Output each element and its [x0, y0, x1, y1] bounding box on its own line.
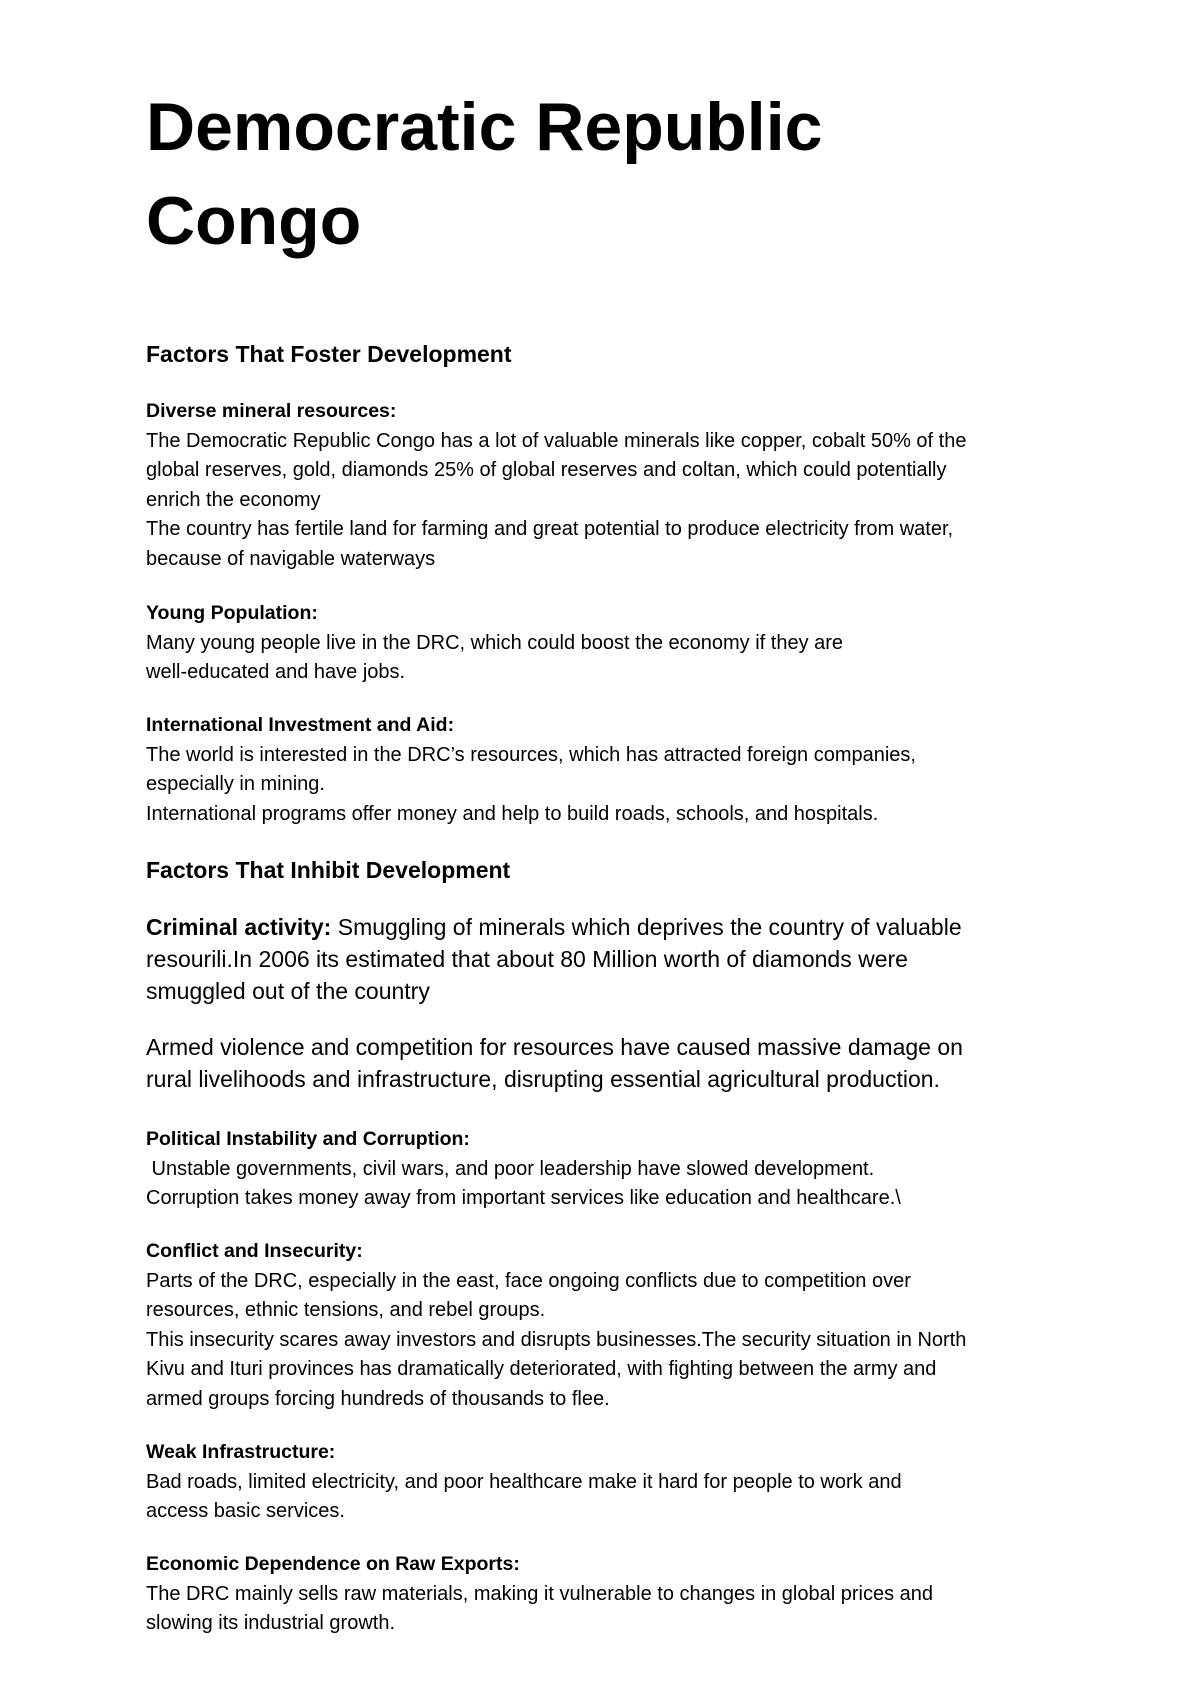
population-line: Many young people live in the DRC, which could boost the economy if they are	[146, 631, 844, 654]
political-instability-section	[146, 1125, 1076, 1214]
investment-aid-section	[146, 711, 1076, 829]
weak-infrastructure-label: Weak Infrastructure:	[146, 1441, 336, 1463]
investment-line: International programs offer money and help to build roads, schools, and hospitals.	[146, 802, 879, 825]
mineral-line: The Democratic Republic Congo has a lot of valuable minerals like copper, cobalt 50% of the	[146, 429, 967, 452]
political-instability-label: Political Instability and Corruption:	[146, 1128, 470, 1150]
criminal-line: smuggled out of the country	[146, 978, 430, 1004]
criminal-line: resourili.In 2006 its estimated that about 80 Million worth of diamonds were	[146, 946, 908, 972]
armed-line: Armed violence and competition for resources have caused massive damage on	[146, 1034, 963, 1060]
criminal-first-line	[146, 911, 1076, 943]
conflict-line: Kivu and Ituri provinces has dramatically deteriorated, with fighting between the army and	[146, 1358, 937, 1380]
conflict-line: This insecurity scares away investors and disrupts businesses.The security situation in North	[146, 1328, 967, 1351]
criminal-first-line-text: Smuggling of minerals which deprives the country of valuable	[331, 914, 962, 940]
economic-line: slowing its industrial growth.	[146, 1612, 395, 1634]
economic-dependence-section	[146, 1550, 1076, 1639]
mineral-line: enrich the economy	[146, 488, 321, 511]
young-population-section	[146, 599, 1076, 688]
criminal-activity-label: Criminal activity:	[146, 914, 332, 940]
title-line-1: Democratic Republic	[146, 89, 823, 165]
foster-heading: Factors That Foster Development	[146, 341, 512, 367]
armed-violence-paragraph	[146, 1031, 1076, 1095]
mineral-resources-label: Diverse mineral resources:	[146, 400, 397, 422]
infrastructure-line: access basic services.	[146, 1500, 345, 1522]
political-line: Corruption takes money away from important services like education and healthcare.\	[146, 1187, 901, 1209]
inhibit-heading	[146, 855, 510, 885]
investment-line: especially in mining.	[146, 773, 325, 795]
infrastructure-line: Bad roads, limited electricity, and poor healthcare make it hard for people to work and	[146, 1470, 902, 1493]
mineral-resources-section	[146, 397, 1076, 574]
armed-line: rural livelihoods and infrastructure, disrupting essential agricultural production.	[146, 1066, 940, 1092]
economic-dependence-label: Economic Dependence on Raw Exports:	[146, 1553, 520, 1575]
investment-line: The world is interested in the DRC’s resources, which has attracted foreign companies,	[146, 743, 916, 766]
conflict-line: resources, ethnic tensions, and rebel groups.	[146, 1299, 546, 1321]
mineral-line: The country has fertile land for farming and great potential to produce electricity from water,	[146, 518, 954, 540]
weak-infrastructure-section	[146, 1438, 1076, 1527]
economic-line: The DRC mainly sells raw materials, making it vulnerable to changes in global prices and	[146, 1582, 934, 1605]
conflict-line: Parts of the DRC, especially in the east, face ongoing conflicts due to competition over	[146, 1269, 911, 1292]
conflict-insecurity-section	[146, 1237, 1076, 1414]
inhibit-heading-text: Factors That Inhibit Development	[146, 857, 511, 883]
political-line: Unstable governments, civil wars, and poor leadership have slowed development.	[146, 1157, 875, 1180]
document-title	[146, 80, 822, 268]
population-line: well-educated and have jobs.	[146, 661, 406, 683]
mineral-line: because of navigable waterways	[146, 547, 436, 570]
young-population-label: Young Population:	[146, 602, 318, 624]
mineral-line: global reserves, gold, diamonds 25% of global reserves and coltan, which could potentially	[146, 459, 947, 481]
conflict-line: armed groups forcing hundreds of thousands to flee.	[146, 1387, 610, 1410]
conflict-insecurity-label: Conflict and Insecurity:	[146, 1240, 363, 1262]
criminal-activity-section	[146, 911, 1076, 1007]
investment-aid-label: International Investment and Aid:	[146, 714, 455, 736]
title-line-2: Congo	[146, 183, 362, 259]
